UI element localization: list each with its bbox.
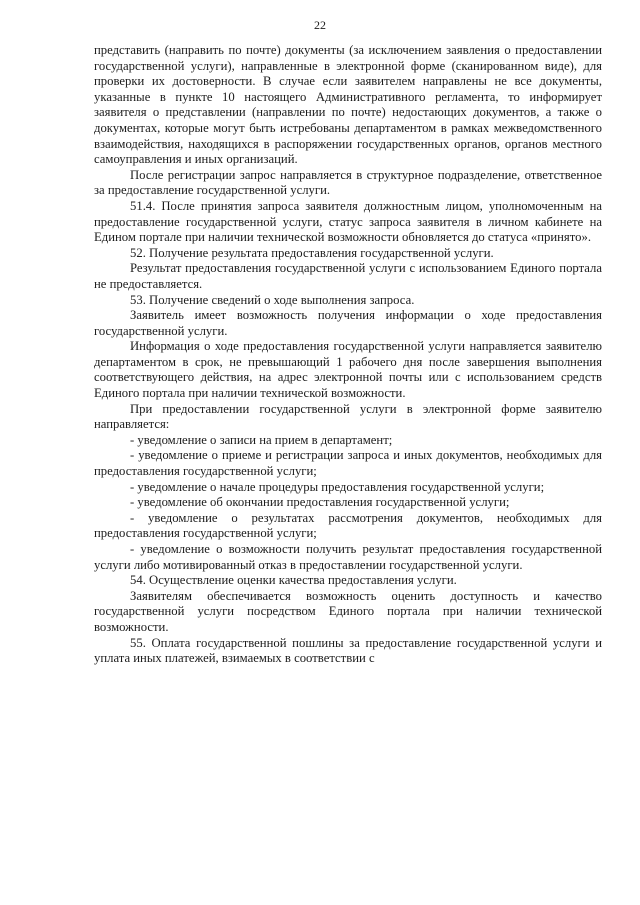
list-item: - уведомление об окончании предоставления государственной услуги; (130, 495, 510, 510)
paragraph: При предоставлении государственной услуги в электронной форме заявителю направляется: (94, 401, 602, 432)
paragraph: Заявитель имеет возможность получения информации о ходе предоставления государственной услуги. (94, 308, 602, 338)
paragraph-continuation: представить (направить по почте) документы (за исключением заявления о предоставлении государственной услуги), направленные в электронной форме (сканированном виде), для проверки их достоверности. В случае если заявителем направлены не все документы, указанные в пункте 10 настоящего Административного регламента, то информирует заявителя о представлении (направлении по почте) недостающих документов, а также о документах, которые могут быть истребованы департаментом в рамках межведомственного взаимодействия, находящихся в распоряжении государственных органов, органов местного самоуправления и иных организаций. (94, 43, 602, 167)
list-item: - уведомление о результатах рассмотрения документов, необходимых для предоставления государственной услуги; (94, 510, 602, 541)
section-heading-55: 55. Оплата государственной пошлины за предоставление государственной услуги и уплата иных платежей, взимаемых в соответствии с (94, 635, 602, 666)
list-item: - уведомление о начале процедуры предоставления государственной услуги; (130, 479, 545, 494)
page-number: 22 (314, 18, 326, 32)
section-heading-54: 54. Осуществление оценки качества предоставления услуги. (130, 573, 457, 588)
document-body (94, 43, 602, 667)
paragraph: Результат предоставления государственной услуги с использованием Единого портала не предоставляется. (94, 261, 602, 291)
paragraph: Заявителям обеспечивается возможность оценить доступность и качество государственной услуги посредством Единого портала при наличии технической возможности. (94, 588, 602, 634)
paragraph: Информация о ходе предоставления государственной услуги направляется заявителю департаментом в срок, не превышающий 1 рабочего дня после завершения выполнения соответствующего действия, на адрес электронной почты или с использованием средств Единого портала при наличии технической возможности. (94, 339, 602, 401)
list-item: - уведомление о возможности получить результат предоставления государственной услуги либо мотивированный отказ в предоставлении государственной услуги. (94, 542, 602, 572)
list-item: - уведомление о приеме и регистрации запроса и иных документов, необходимых для предоставления государственной услуги; (94, 448, 602, 479)
section-heading-52: 52. Получение результата предоставления государственной услуги. (130, 245, 494, 260)
paragraph-51-4: 51.4. После принятия запроса заявителя должностным лицом, уполномоченным на предоставление государственной услуги, статус запроса заявителя в личном кабинете на Едином портале при наличии технической возможности обновляется до статуса «принято». (94, 198, 602, 245)
section-heading-53: 53. Получение сведений о ходе выполнения запроса. (130, 292, 415, 307)
list-item: - уведомление о записи на прием в департамент; (130, 432, 393, 447)
paragraph: После регистрации запрос направляется в структурное подразделение, ответственное за предоставление государственной услуги. (94, 167, 602, 198)
